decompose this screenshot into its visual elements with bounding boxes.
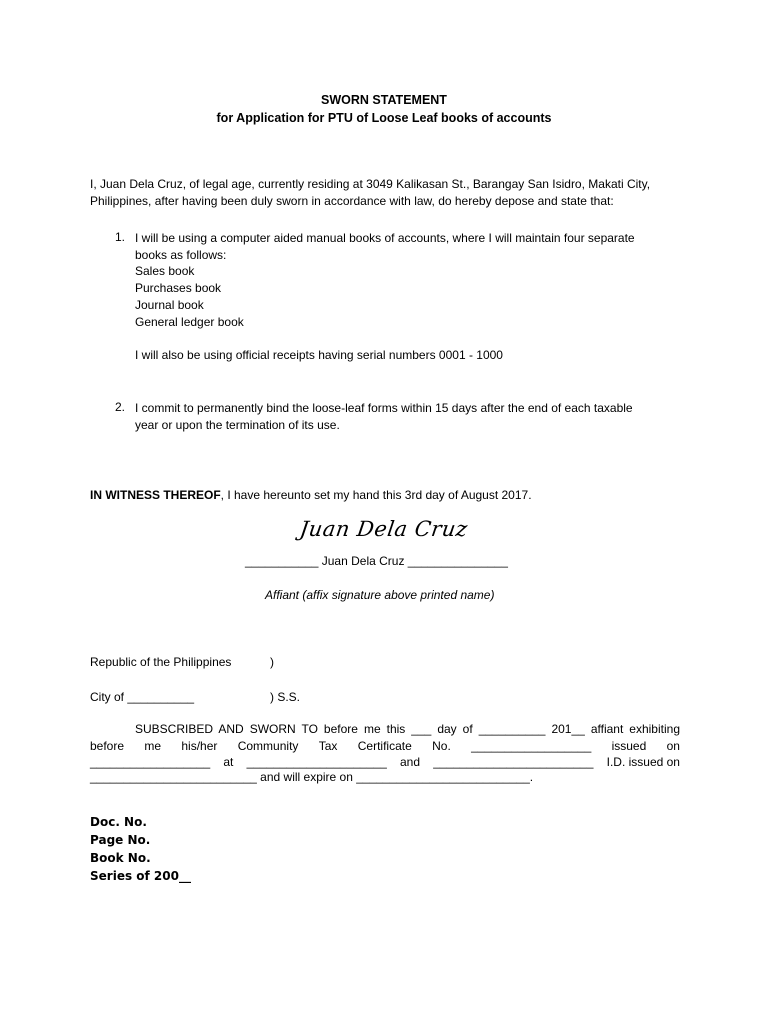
jurat-text: SUBSCRIBED AND SWORN TO before me this ___ day of __________ 201__ affiant exhibiting: [135, 722, 680, 736]
notary-page-no: Page No.: [90, 833, 151, 847]
jurat-line-4: _________________________ and will expire on __________________________.: [90, 770, 534, 784]
affiant-caption: Affiant (affix signature above printed name): [265, 588, 495, 602]
book-journal: Journal book: [135, 298, 204, 312]
jurat-word: on: [666, 739, 680, 753]
list-item-text: I commit to permanently bind the loose-leaf forms within 15 days after the end of each taxable: [135, 401, 633, 415]
venue-republic: Republic of the Philippines: [90, 655, 232, 669]
jurat-blank: __________________: [471, 739, 592, 753]
jurat-blank: ________________________: [433, 755, 594, 769]
book-sales: Sales book: [135, 264, 195, 278]
jurat-blank: __________________: [90, 755, 211, 769]
list-item-number: 1.: [115, 230, 126, 244]
jurat-word: at: [223, 755, 234, 769]
jurat-word: his/her: [181, 739, 218, 753]
list-item-text: books as follows:: [135, 248, 227, 262]
jurat-word: Certificate: [357, 739, 412, 753]
jurat-word: issued: [611, 739, 647, 753]
receipts-statement: I will also be using official receipts having serial numbers 0001 - 1000: [135, 348, 503, 362]
book-purchases: Purchases book: [135, 281, 222, 295]
venue-paren: ): [270, 655, 274, 669]
jurat-blank: _____________________: [246, 755, 387, 769]
jurat-line-2: [90, 738, 680, 754]
witness-clause: [90, 488, 532, 502]
venue-city: City of __________: [90, 690, 195, 704]
notary-book-no: Book No.: [90, 851, 151, 865]
jurat-word: Tax: [318, 739, 338, 753]
list-item-text: year or upon the termination of its use.: [135, 418, 340, 432]
printed-name-line: ___________ Juan Dela Cruz _______________: [245, 554, 508, 568]
signature-script: Juan Dela Cruz: [298, 517, 470, 541]
jurat-word: I.D. issued on: [606, 755, 680, 769]
intro-paragraph: I, Juan Dela Cruz, of legal age, currently residing at 3049 Kalikasan St., Barangay San Isidro, Makati City, Philippines, after having been duly sworn in accordance with law, do hereby depose and state that:: [90, 177, 651, 208]
jurat-word: me: [144, 739, 162, 753]
list-item-text: I will be using a computer aided manual books of accounts, where I will maintain four separate: [135, 231, 635, 245]
notary-series: Series of 200__: [90, 869, 191, 883]
jurat-line-3: [90, 754, 680, 770]
notary-doc-no: Doc. No.: [90, 815, 147, 829]
document-title: SWORN STATEMENT: [321, 93, 447, 107]
venue-ss: ) S.S.: [270, 690, 301, 704]
list-item-number: 2.: [115, 400, 126, 414]
jurat-word: No.: [432, 739, 451, 753]
jurat-line-1: [135, 722, 680, 736]
jurat-word: and: [399, 755, 420, 769]
document-subtitle: for Application for PTU of Loose Leaf books of accounts: [216, 111, 552, 125]
book-general-ledger: General ledger book: [135, 315, 244, 329]
jurat-word: before: [90, 739, 125, 753]
witness-text: , I have hereunto set my hand this 3rd day of August 2017.: [220, 488, 532, 502]
witness-heading: IN WITNESS THEREOF: [90, 488, 221, 502]
jurat-word: Community: [237, 739, 299, 753]
